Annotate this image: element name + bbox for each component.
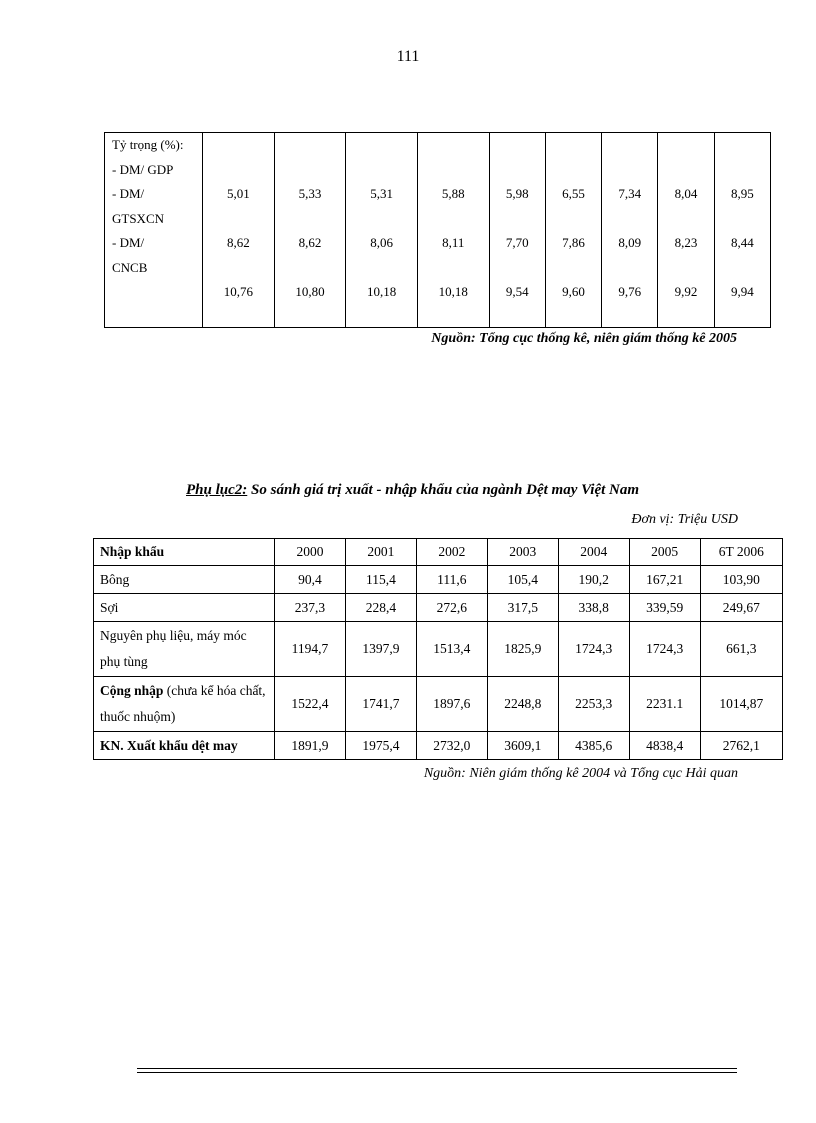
table-row <box>94 677 783 732</box>
table-cell <box>602 133 658 328</box>
cell-value: 9,76 <box>618 284 642 299</box>
column-header: 2000 <box>275 539 346 566</box>
unit-note: Đơn vị: Triệu USD <box>631 512 738 527</box>
table-cell: 339,59 <box>629 594 700 622</box>
table-cell: 1522,4 <box>275 677 346 732</box>
row-label: - DM/ CNCB <box>112 235 148 275</box>
cell-value: 9,54 <box>505 284 529 299</box>
table-cell: 190,2 <box>558 566 629 594</box>
table-cell: 237,3 <box>275 594 346 622</box>
row-label: KN. Xuất khẩu dệt may <box>94 732 275 760</box>
cell-value: 5,88 <box>441 186 465 201</box>
table-cell: 1397,9 <box>345 622 416 677</box>
table-cell: 103,90 <box>700 566 782 594</box>
cell-value: 9,60 <box>562 284 585 299</box>
table-cell: 1975,4 <box>345 732 416 760</box>
table-cell: 4385,6 <box>558 732 629 760</box>
column-header: Nhập khẩu <box>94 539 275 566</box>
table-cell: 3609,1 <box>487 732 558 760</box>
table-cell: 228,4 <box>345 594 416 622</box>
table-row <box>94 566 783 594</box>
cell-value: 7,34 <box>618 186 642 201</box>
table-cell: 2231.1 <box>629 677 700 732</box>
table-cell: 338,8 <box>558 594 629 622</box>
table-cell: 272,6 <box>416 594 487 622</box>
table-cell: 1724,3 <box>629 622 700 677</box>
row-label-bold: Cộng nhập <box>100 683 164 698</box>
cell-value: 6,55 <box>562 186 585 201</box>
table-cell: 1014,87 <box>700 677 782 732</box>
cell-value: 8,09 <box>618 235 642 250</box>
cell-value: 8,95 <box>730 186 754 201</box>
table-cell <box>274 133 346 328</box>
column-header: 2005 <box>629 539 700 566</box>
table-cell <box>714 133 770 328</box>
table-cell: 1897,6 <box>416 677 487 732</box>
cell-value: 9,94 <box>730 284 754 299</box>
table-cell: 1194,7 <box>275 622 346 677</box>
table-cell: 105,4 <box>487 566 558 594</box>
table-header-row <box>94 539 783 566</box>
column-header: 2002 <box>416 539 487 566</box>
cell-value: 5,01 <box>226 186 250 201</box>
table-cell: 2762,1 <box>700 732 782 760</box>
cell-value: 5,98 <box>505 186 529 201</box>
cell-value: 7,86 <box>562 235 585 250</box>
table-cell: 115,4 <box>345 566 416 594</box>
row-label <box>94 677 275 732</box>
cell-value: 8,23 <box>674 235 698 250</box>
table-cell: 4838,4 <box>629 732 700 760</box>
table-row <box>94 622 783 677</box>
table-cell: 1891,9 <box>275 732 346 760</box>
appendix2-title-text: So sánh giá trị xuất - nhập khẩu của ngành Dệt may Việt Nam <box>247 482 640 498</box>
table-cell: 249,67 <box>700 594 782 622</box>
row-label: - DM/ GTSXCN <box>112 186 165 226</box>
table-row <box>94 594 783 622</box>
cell-value: 8,62 <box>226 235 250 250</box>
row-label: - DM/ GDP <box>112 161 174 177</box>
table-cell: 2248,8 <box>487 677 558 732</box>
column-header: 2001 <box>345 539 416 566</box>
table-cell: 111,6 <box>416 566 487 594</box>
cell-value: 8,62 <box>298 235 322 250</box>
cell-value: 10,76 <box>223 284 253 299</box>
row-label: Bông <box>94 566 275 594</box>
share-table <box>104 132 771 328</box>
table-cell: 2732,0 <box>416 732 487 760</box>
cell-value: 10,18 <box>367 284 397 299</box>
cell-value: 5,33 <box>298 186 322 201</box>
cell-value: 8,06 <box>370 235 394 250</box>
table-cell <box>545 133 601 328</box>
cell-value: 10,80 <box>295 284 325 299</box>
table-cell: 2253,3 <box>558 677 629 732</box>
table-cell <box>658 133 714 328</box>
row-label: Tỷ trọng (%): <box>112 137 184 152</box>
table-cell: 317,5 <box>487 594 558 622</box>
table-cell: 1513,4 <box>416 622 487 677</box>
cell-value: 9,92 <box>674 284 698 299</box>
table-cell: 1825,9 <box>487 622 558 677</box>
table-row <box>105 133 771 328</box>
table-cell: 661,3 <box>700 622 782 677</box>
table1-source-note: Nguồn: Tổng cục thống kê, niên giám thống kê 2005 <box>431 331 737 346</box>
cell-value: 7,70 <box>505 235 529 250</box>
table2-source-note: Nguồn: Niên giám thống kê 2004 và Tổng cục Hải quan <box>423 766 738 781</box>
row-label: Nguyên phụ liệu, máy móc phụ tùng <box>94 622 275 677</box>
row-label-rest: (chưa kể hóa chất, thuốc nhuộm) <box>100 683 266 724</box>
column-header: 2004 <box>558 539 629 566</box>
appendix2-title <box>186 482 746 499</box>
cell-value: 5,31 <box>370 186 394 201</box>
table-cell <box>203 133 275 328</box>
cell-value: 8,04 <box>674 186 698 201</box>
table-cell: 1724,3 <box>558 622 629 677</box>
table-cell: 167,21 <box>629 566 700 594</box>
cell-value: 8,44 <box>730 235 754 250</box>
import-export-table <box>93 538 783 760</box>
appendix2-title-prefix: Phụ lục2: <box>186 482 248 498</box>
row-label: Sợi <box>94 594 275 622</box>
row-labels <box>105 133 203 328</box>
table-cell <box>417 133 489 328</box>
cell-value: 10,18 <box>438 284 468 299</box>
table-cell: 1741,7 <box>345 677 416 732</box>
column-header: 2003 <box>487 539 558 566</box>
column-header: 6T 2006 <box>700 539 782 566</box>
table-cell: 90,4 <box>275 566 346 594</box>
table-row <box>94 732 783 760</box>
footer-rule <box>137 1072 737 1073</box>
page-number: 111 <box>396 48 420 65</box>
cell-value: 8,11 <box>442 235 465 250</box>
table-cell <box>346 133 418 328</box>
footer-rule <box>137 1068 737 1069</box>
table-cell <box>489 133 545 328</box>
